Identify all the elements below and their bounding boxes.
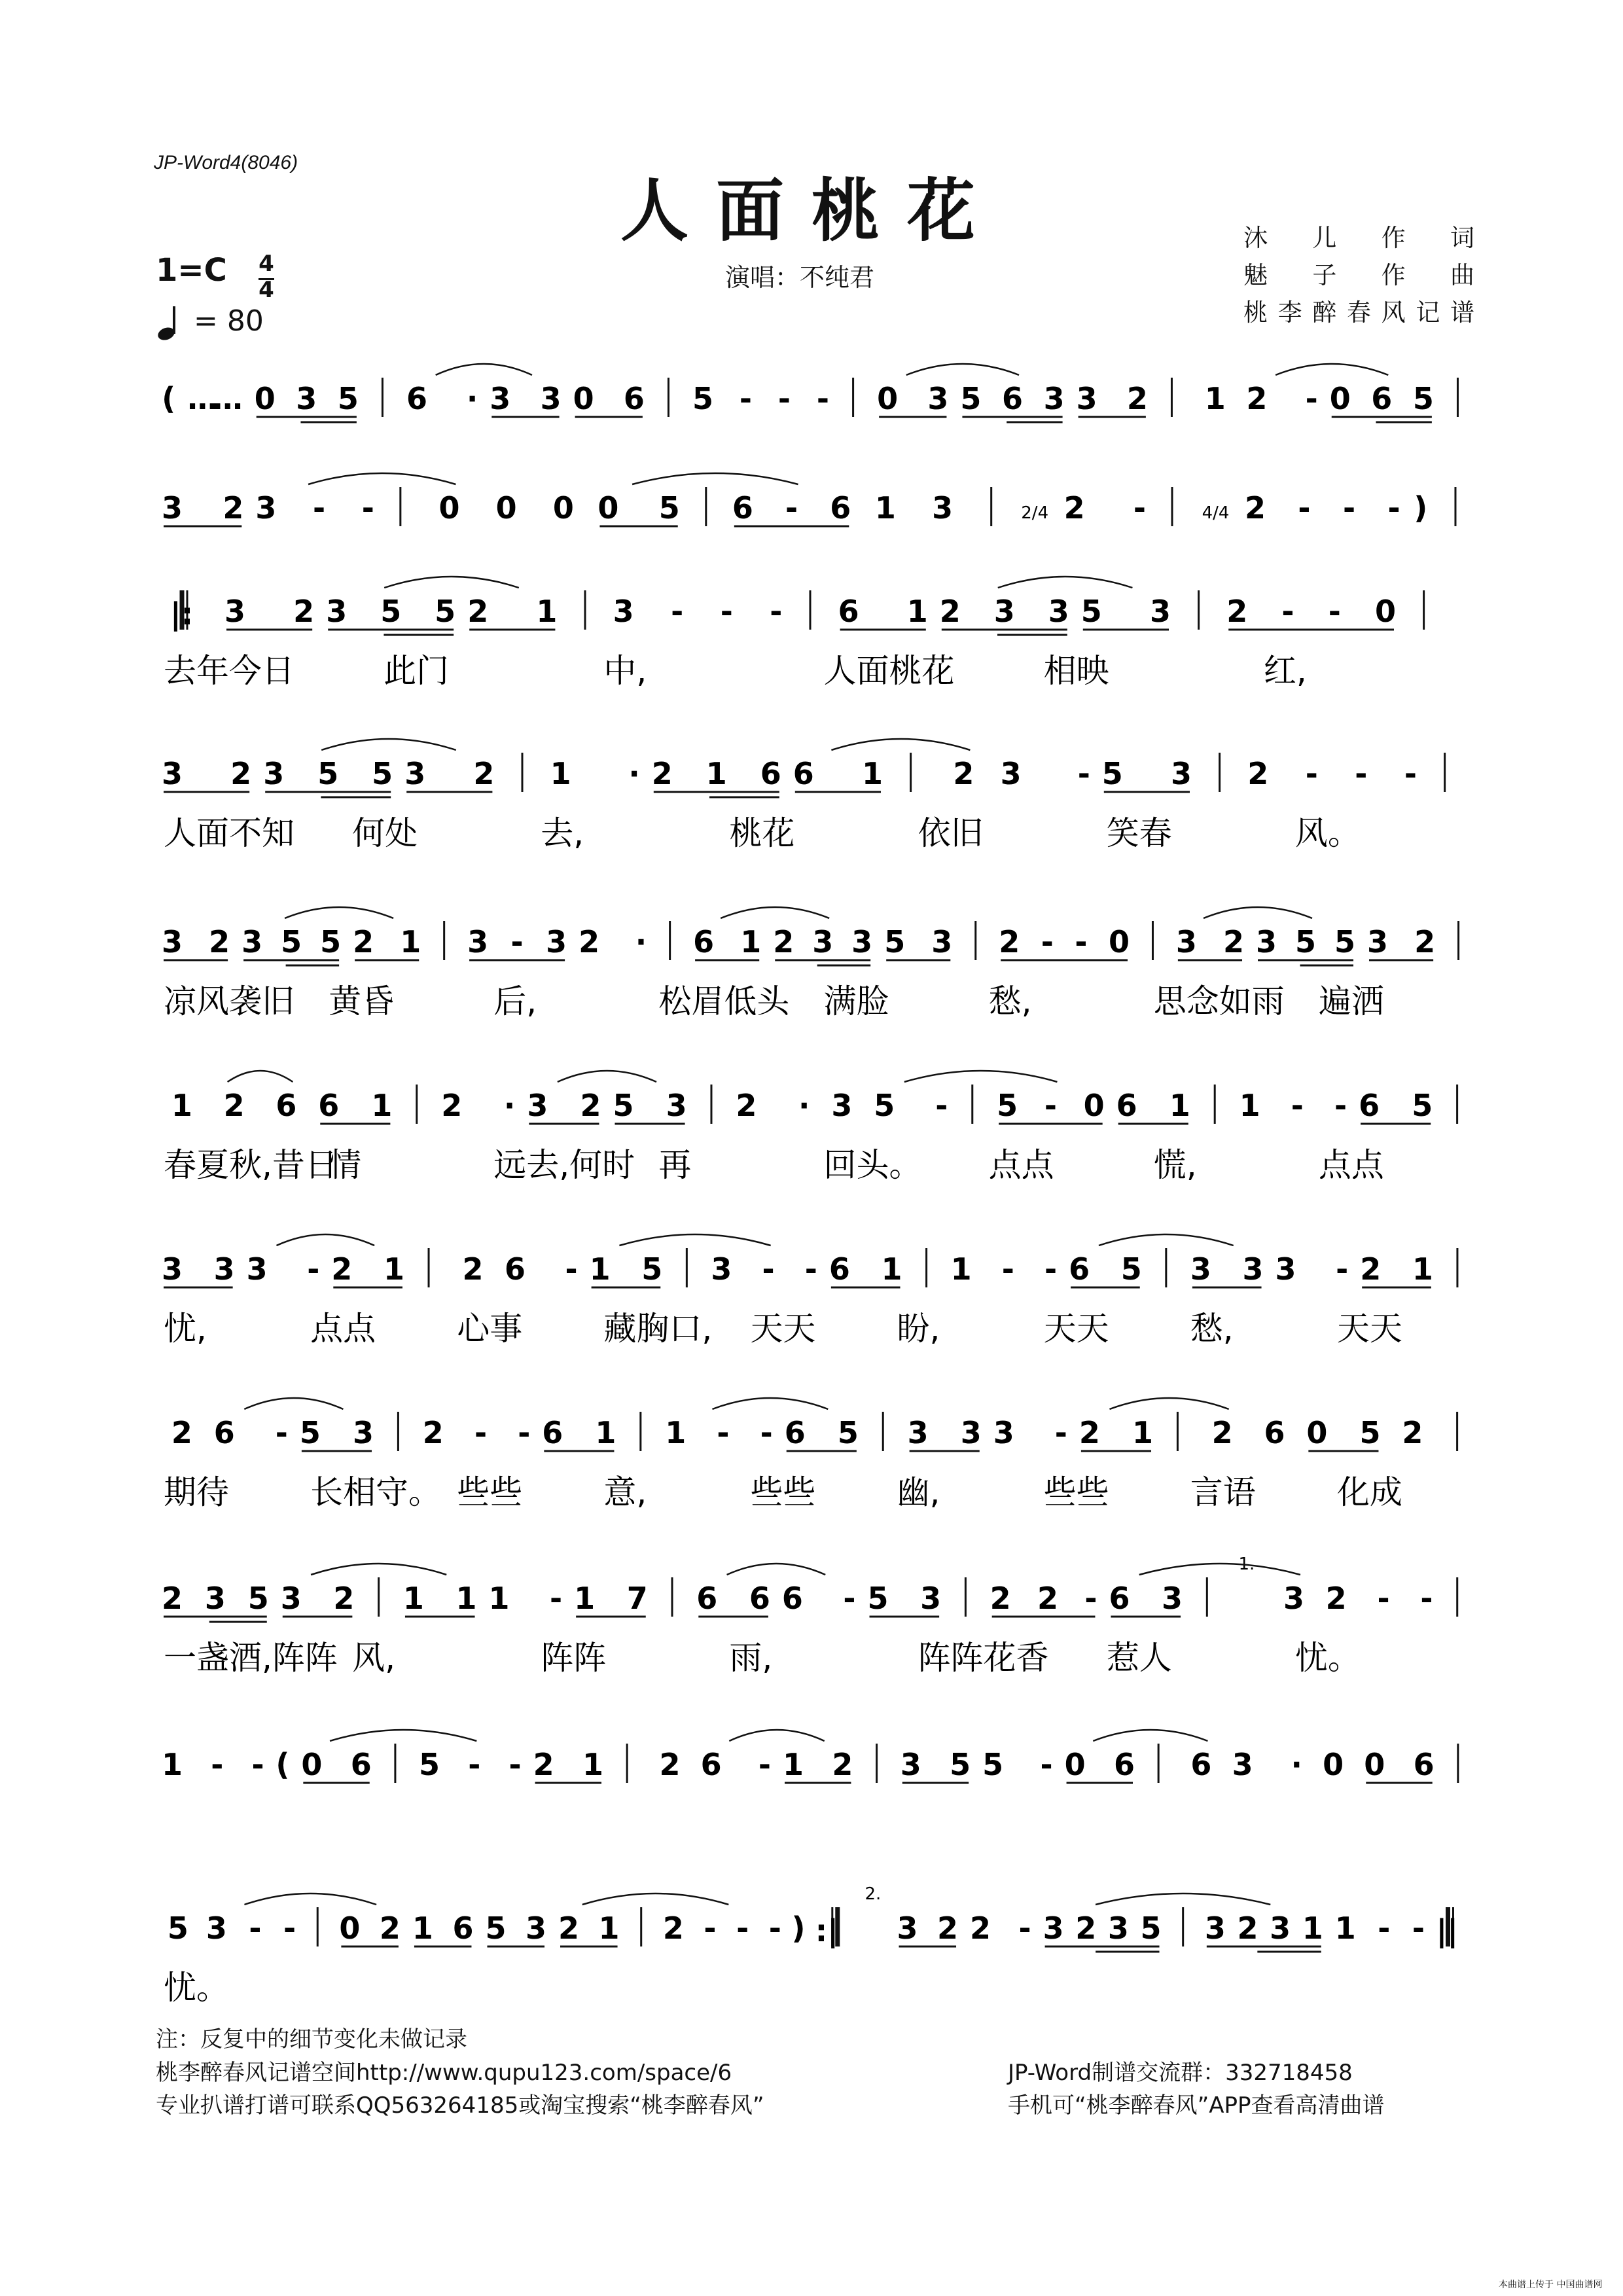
note-group: 2 · xyxy=(736,1088,810,1123)
note-group: 5 3 xyxy=(485,1910,547,1946)
note-group: 3 - xyxy=(993,1415,1067,1450)
note-group: 1 5 xyxy=(589,1251,663,1287)
ending-label: 1. xyxy=(1238,1554,1255,1574)
note-group: 1 1 xyxy=(402,1581,477,1616)
note-group: 2 1 xyxy=(331,1251,404,1287)
lyric-phrase: 何处 xyxy=(352,814,418,852)
note-group: 2 - xyxy=(1246,381,1318,416)
note-group: 3 2 xyxy=(162,924,230,960)
note-group: 6 · xyxy=(406,381,478,416)
ending-label: 2. xyxy=(865,1884,882,1904)
note-group: 2 3 3 xyxy=(939,594,1069,629)
lyric-phrase: 愁, xyxy=(988,982,1032,1020)
singer-label: 演唱：不纯君 xyxy=(725,263,875,292)
note-group: 3 5 5 xyxy=(241,924,342,960)
slur xyxy=(1109,1398,1228,1409)
note-group: 2 - xyxy=(1063,490,1146,526)
key-signature: 1=C xyxy=(156,252,227,289)
note-group: 5 3 xyxy=(1080,594,1171,629)
note-group: 2 xyxy=(659,1747,681,1782)
note-group: 3 5 5 xyxy=(1256,924,1355,960)
lyric-phrase: 中, xyxy=(603,652,647,690)
note-group: 6 - xyxy=(700,1747,772,1782)
note-group: 3 2 xyxy=(897,1910,959,1946)
note-group: 6 5 xyxy=(1359,1088,1433,1123)
note-group: 2 xyxy=(462,1251,484,1287)
lyric-phrase: 满脸 xyxy=(823,982,889,1020)
note-group: ) xyxy=(791,1910,806,1946)
note-group: 1 - - xyxy=(665,1415,773,1450)
lyric-phrase: 遍洒 xyxy=(1318,982,1384,1020)
lyric-phrase: 去, xyxy=(541,814,584,852)
note-group: 1 - - xyxy=(950,1251,1058,1287)
lyric-phrase: 去年今日 xyxy=(164,652,294,690)
lyric-phrase: 桃花 xyxy=(729,814,795,852)
note-group: 5 - - - xyxy=(692,381,830,416)
time-signature-top: 4 xyxy=(259,251,274,277)
slur xyxy=(1093,1730,1207,1741)
lyric-phrase: 依旧 xyxy=(918,814,984,852)
note-group: 6 1 xyxy=(829,1251,902,1287)
footer-space-link[interactable]: 桃李醉春风记谱空间http://www.qupu123.com/space/6 xyxy=(156,2060,732,2086)
note-group: 2 - xyxy=(970,1910,1031,1946)
note-group: 3 - - xyxy=(205,1910,296,1946)
note-group: 3 xyxy=(1283,1581,1304,1616)
time-change-label: 4/4 xyxy=(1202,503,1230,523)
lyric-phrase: 心事 xyxy=(457,1310,523,1348)
slur xyxy=(558,1071,656,1082)
note-group: 6 3 xyxy=(1109,1581,1183,1616)
lyric-phrase: 期待 xyxy=(164,1473,229,1511)
lyric-phrase: 盼, xyxy=(897,1310,940,1348)
note-group: 3 3 xyxy=(490,381,562,416)
note-group: 1 - - xyxy=(162,1747,264,1782)
note-group: 2 - - - xyxy=(662,1910,781,1946)
tempo-marking: = 80 xyxy=(194,304,264,338)
lyric-phrase: 凉风袭旧 xyxy=(164,982,294,1020)
note-group: 0 6 xyxy=(1064,1747,1135,1782)
note-group: 0 xyxy=(495,490,517,526)
lyric-phrase: 忧。 xyxy=(1294,1639,1361,1677)
note-group: 1 - - xyxy=(1239,1088,1347,1123)
note-group: 6 1 xyxy=(838,594,928,629)
note-group: 3 2 xyxy=(162,756,252,791)
note-group: 3 - - xyxy=(711,1251,817,1287)
note-group: 3 2 3 5 xyxy=(1043,1910,1162,1946)
lyric-phrase: 红, xyxy=(1263,652,1307,690)
footer-note: 注：反复中的细节变化未做记录 xyxy=(156,2026,467,2053)
note-group: 2 3 3 xyxy=(773,924,873,960)
slur xyxy=(582,1893,729,1905)
note-group: 6 xyxy=(276,1088,297,1123)
repeat-sign-label: :| xyxy=(815,1913,839,1948)
lyric-phrase: 风。 xyxy=(1294,814,1361,852)
note-group: 3 5 5 xyxy=(263,756,393,791)
note-group: 1 · xyxy=(550,756,640,791)
note-group: 2 1 xyxy=(558,1910,620,1946)
note-group: 5 3 xyxy=(613,1088,687,1123)
note-group: 5 3 xyxy=(1101,756,1192,791)
software-label: JP-Word4(8046) xyxy=(154,152,298,173)
note-group: 2 xyxy=(1402,1415,1423,1450)
lyric-phrase: 黄昏 xyxy=(329,982,395,1020)
slur xyxy=(1096,1893,1270,1905)
note-group: 3 3 xyxy=(1190,1251,1264,1287)
lyric-phrase: 春夏秋,昔日 xyxy=(164,1146,338,1184)
note-group: 1 xyxy=(171,1088,192,1123)
note-group: 3 - 3 xyxy=(467,924,567,960)
lyric-phrase: 化成 xyxy=(1336,1473,1402,1511)
note-group: 2 - - xyxy=(422,1415,531,1450)
composer-credit: 魅子作曲 xyxy=(1243,261,1476,289)
lyric-phrase: 一盏酒,阵阵 xyxy=(164,1639,338,1677)
slur xyxy=(1139,1564,1300,1575)
note-group: 3 - xyxy=(1275,1251,1349,1287)
note-group: …… xyxy=(187,381,243,416)
note-group: 5 - xyxy=(874,1088,948,1123)
lyric-phrase: 些些 xyxy=(750,1473,816,1511)
note-group: 2 - - - xyxy=(1244,490,1400,526)
slur xyxy=(321,739,456,750)
note-group: 0 xyxy=(552,490,574,526)
note-group: 0 2 xyxy=(339,1910,401,1946)
note-group: 2 1 xyxy=(353,924,421,960)
lyric-phrase: 点点 xyxy=(1318,1146,1384,1184)
note-group: 2 1 xyxy=(533,1747,604,1782)
note-group: 3 2 xyxy=(1076,381,1148,416)
lyric-phrase: 天天 xyxy=(750,1310,816,1348)
footer-contact: 专业扒谱打谱可联系QQ563264185或淘宝搜索“桃李醉春风” xyxy=(156,2092,764,2119)
slur xyxy=(276,1234,374,1246)
lyric-phrase: 回头。 xyxy=(823,1146,922,1184)
slur xyxy=(384,577,519,588)
slur xyxy=(904,1071,1058,1082)
slur xyxy=(998,577,1133,588)
lyric-phrase: 言语 xyxy=(1190,1473,1256,1511)
slur xyxy=(308,473,455,484)
lyric-phrase: 些些 xyxy=(1043,1473,1109,1511)
lyric-phrase: 阵阵 xyxy=(541,1639,607,1677)
lyric-phrase: 长相守。 xyxy=(310,1473,442,1511)
slur xyxy=(831,739,970,750)
note-group: 5 - xyxy=(982,1747,1053,1782)
note-group: 5 xyxy=(167,1910,188,1946)
note-group: 1 - xyxy=(488,1581,563,1616)
note-group: 2 - - 0 xyxy=(1226,594,1396,629)
note-group: 1 7 xyxy=(574,1581,648,1616)
note-group: 3 - xyxy=(1000,756,1090,791)
note-group: 6 1 xyxy=(542,1415,616,1450)
note-group: 2 1 xyxy=(467,594,558,629)
note-group: 3 2 xyxy=(527,1088,601,1123)
lyric-phrase: 再 xyxy=(658,1146,692,1184)
note-group: 3 xyxy=(932,490,954,526)
note-group: 1 2 xyxy=(783,1747,853,1782)
note-group: 6 - xyxy=(504,1251,578,1287)
lyric-phrase: 忧。 xyxy=(164,1969,229,2007)
slur xyxy=(244,1398,343,1409)
lyric-phrase: 意, xyxy=(603,1473,647,1511)
lyric-phrase: 雨, xyxy=(729,1639,773,1677)
lyric-phrase: 思念如雨 xyxy=(1153,982,1285,1020)
note-group: 3 3 xyxy=(162,1251,235,1287)
note-group: 2 · xyxy=(441,1088,516,1123)
note-group: 3 2 xyxy=(404,756,495,791)
note-group: 6 - xyxy=(213,1415,288,1450)
lyric-phrase: 远去,何时 xyxy=(493,1146,635,1184)
note-group: 3 2 xyxy=(1366,924,1436,960)
note-group: 5 3 xyxy=(299,1415,374,1450)
note-group: 3 - xyxy=(246,1251,320,1287)
note-group: ( xyxy=(276,1747,290,1782)
note-group: 5 - 0 xyxy=(997,1088,1105,1123)
lyric-phrase: 愁, xyxy=(1190,1310,1234,1348)
note-group: 6 xyxy=(1264,1415,1285,1450)
note-group: 0 xyxy=(1323,1747,1344,1782)
note-group: 2 1 6 xyxy=(651,756,781,791)
note-group: 2 - - - xyxy=(1247,756,1417,791)
footer-group: JP-Word制谱交流群：332718458 xyxy=(1008,2060,1353,2086)
note-group: 2 3 5 xyxy=(162,1581,269,1616)
note-group: 1 xyxy=(1204,381,1226,416)
lyric-phrase: 慌, xyxy=(1153,1146,1197,1184)
note-group: 5 - - xyxy=(419,1747,522,1782)
song-title: 人面桃花 xyxy=(620,171,1003,251)
slur xyxy=(906,364,1019,375)
note-group: 2 2 - xyxy=(990,1581,1097,1616)
lyric-phrase: 点点 xyxy=(988,1146,1054,1184)
note-group: 3 2 3 1 xyxy=(1204,1910,1323,1946)
note-group: 2 - - 0 xyxy=(999,924,1130,960)
lyric-phrase: 忧, xyxy=(164,1310,207,1348)
note-group: 3 5 xyxy=(900,1747,971,1782)
slur xyxy=(1275,364,1388,375)
note-group: 6 xyxy=(1190,1747,1212,1782)
note-group: 5 3 xyxy=(867,1581,942,1616)
repeat-sign-label: |: xyxy=(170,596,194,632)
slur xyxy=(244,1893,376,1905)
slur xyxy=(311,1564,446,1575)
note-group: 0 5 xyxy=(597,490,680,526)
lyric-phrase: 藏胸口, xyxy=(603,1310,713,1348)
note-group: 2 1 xyxy=(1360,1251,1433,1287)
note-group: 0 6 xyxy=(573,381,645,416)
note-group: 0 6 xyxy=(301,1747,372,1782)
lyric-phrase: 天天 xyxy=(1043,1310,1109,1348)
slur xyxy=(436,364,532,375)
note-group: 0 5 xyxy=(1306,1415,1381,1450)
lyric-phrase: 后, xyxy=(493,982,537,1020)
note-group: 0 6 xyxy=(1364,1747,1435,1782)
lyric-phrase: 风, xyxy=(352,1639,396,1677)
lyric-phrase: 情 xyxy=(329,1146,362,1184)
lyric-phrase: 笑春 xyxy=(1106,814,1172,852)
lyric-phrase: 些些 xyxy=(457,1473,523,1511)
note-group: 6 1 xyxy=(693,924,762,960)
note-group: 0 6 5 xyxy=(1329,381,1434,416)
site-stamp: 本曲谱上传于 中国曲谱网 xyxy=(1499,2280,1603,2290)
slur xyxy=(1099,1234,1234,1246)
note-group: 3 - - xyxy=(255,490,374,526)
note-group: 6 5 xyxy=(784,1415,859,1450)
note-group: 6 - 6 xyxy=(732,490,851,526)
transcriber-credit: 桃李醉春风记谱 xyxy=(1243,298,1476,327)
note-group: 6 1 xyxy=(318,1088,393,1123)
time-signature-bottom: 4 xyxy=(259,277,274,303)
lyric-phrase: 此门 xyxy=(383,652,450,690)
lyric-phrase: 人面桃花 xyxy=(823,652,955,690)
note-group: 1 xyxy=(874,490,896,526)
note-group: 0 xyxy=(438,490,460,526)
note-group: 6 5 xyxy=(1069,1251,1142,1287)
note-group: 3 2 xyxy=(280,1581,355,1616)
note-group: 0 3 xyxy=(877,381,949,416)
note-group: 2 xyxy=(171,1415,192,1450)
note-group: 2 - - xyxy=(1325,1581,1433,1616)
note-group: 2 xyxy=(1211,1415,1233,1450)
note-group: 6 1 xyxy=(793,756,883,791)
slur xyxy=(712,1398,828,1409)
note-group: 6 - xyxy=(781,1581,856,1616)
slur xyxy=(285,907,393,918)
note-group: 1 6 xyxy=(412,1910,474,1946)
note-group: 3 - - - xyxy=(613,594,783,629)
lyric-phrase: 人面不知 xyxy=(164,814,294,852)
note-group: 2 1 xyxy=(1079,1415,1154,1450)
note-group: 2 · xyxy=(579,924,647,960)
note-group: 3 2 xyxy=(162,490,244,526)
note-group: 3 · xyxy=(1232,1747,1302,1782)
note-group: 5 6 3 xyxy=(960,381,1065,416)
note-group: 1 - - xyxy=(1334,1910,1425,1946)
lyric-phrase: 松眉低头 xyxy=(658,982,790,1020)
repeat-sign-label: || xyxy=(1436,1913,1459,1948)
footer-app: 手机可“桃李醉春风”APP查看高清曲谱 xyxy=(1008,2092,1385,2119)
lyric-phrase: 相映 xyxy=(1043,652,1109,690)
slur xyxy=(729,1730,824,1741)
note-group: 3 5 5 xyxy=(326,594,456,629)
time-change-label: 2/4 xyxy=(1021,503,1049,523)
lyric-phrase: 天天 xyxy=(1336,1310,1402,1348)
note-group: 3 3 xyxy=(907,1415,982,1450)
slur xyxy=(727,1564,826,1575)
note-group: ( xyxy=(162,381,176,416)
slur xyxy=(228,1071,293,1082)
note-group: 5 3 xyxy=(884,924,953,960)
note-group: 3 2 xyxy=(224,594,315,629)
slur xyxy=(619,1234,770,1246)
note-group: 6 6 xyxy=(696,1581,770,1616)
lyric-phrase: 点点 xyxy=(310,1310,376,1348)
note-group: 3 xyxy=(831,1088,853,1123)
slur xyxy=(632,473,798,484)
note-group: 2 xyxy=(953,756,974,791)
slur xyxy=(1204,907,1312,918)
lyric-phrase: 阵阵花香 xyxy=(918,1639,1049,1677)
note-group: ) xyxy=(1414,490,1428,526)
lyric-phrase: 幽, xyxy=(897,1473,940,1511)
slur xyxy=(721,907,829,918)
note-group: 2 xyxy=(223,1088,245,1123)
lyric-phrase: 惹人 xyxy=(1106,1639,1172,1677)
slur xyxy=(330,1730,476,1741)
lyricist-credit: 沐儿作词 xyxy=(1243,224,1476,252)
note-group: 6 1 xyxy=(1116,1088,1190,1123)
note-group: 0 3 5 xyxy=(254,381,359,416)
note-group: 3 2 xyxy=(1175,924,1245,960)
